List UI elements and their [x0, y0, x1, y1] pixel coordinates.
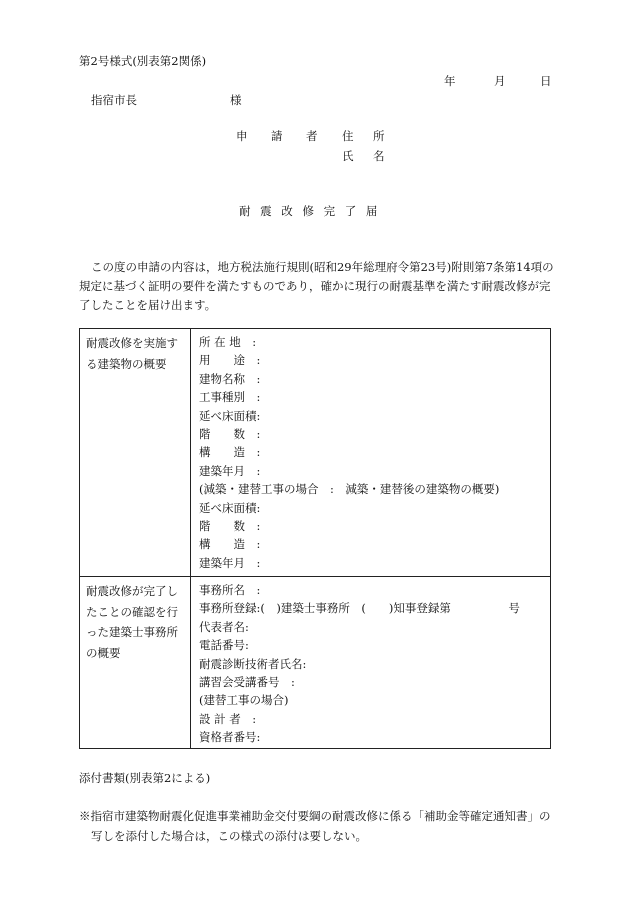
- field-location: 所 在 地 :: [199, 335, 257, 349]
- field-office-registration: 事務所登録:( )建築士事務所 ( )知事登録第 号: [199, 601, 520, 616]
- applicant-name-label: 氏 名: [342, 149, 389, 163]
- field-phone: 電話番号:: [199, 638, 249, 653]
- field-use: 用 途 :: [199, 353, 261, 368]
- field-representative: 代表者名:: [199, 619, 249, 634]
- applicant-address-label: 住 所: [342, 129, 389, 143]
- architect-office-fields: [191, 577, 551, 749]
- field-structure-after: 構 造 :: [199, 537, 261, 552]
- field-work-type: 工事種別 :: [199, 390, 261, 405]
- addressee: 指宿市長: [91, 93, 137, 107]
- date-month-label: 月: [494, 74, 506, 88]
- field-floors: 階 数 :: [199, 426, 261, 441]
- footnote-line-1: ※指宿市建築物耐震化促進事業補助金交付要綱の耐震改修に係る「補助金等確定通知書」の: [79, 809, 551, 823]
- building-overview-row: [80, 329, 551, 577]
- attachments-note: 添付書類(別表第2による): [79, 771, 211, 785]
- field-rebuild-note: (減築・建替工事の場合 : 減築・建替後の建築物の概要): [199, 482, 500, 497]
- overview-table: [79, 328, 551, 749]
- footnote-line-2: 写しを添付した場合は，この様式の添付は要しない。: [91, 829, 367, 843]
- field-structure: 構 造 :: [199, 445, 261, 460]
- intro-line-1: この度の申請の内容は，地方税法施行規則(昭和29年総理府令第23号)附則第7条第14項の: [91, 260, 554, 274]
- architect-office-row: [80, 577, 551, 749]
- field-course-number: 講習会受講番号 :: [199, 674, 295, 689]
- date-year-label: 年: [444, 74, 456, 88]
- field-floors-after: 階 数 :: [199, 518, 261, 533]
- field-license-number: 資格者番号:: [199, 730, 261, 745]
- intro-line-3: 了したことを届け出ます。: [79, 298, 217, 312]
- building-overview-fields: [191, 329, 551, 577]
- date-day-label: 日: [540, 74, 552, 88]
- building-overview-heading: 耐震改修を実施する建築物の概要: [80, 329, 191, 577]
- architect-office-heading: 耐震改修が完了したことの確認を行った建築士事務所の概要: [80, 577, 191, 749]
- addressee-honorific: 様: [230, 93, 242, 107]
- field-diagnosis-engineer: 耐震診断技術者氏名:: [199, 656, 307, 671]
- field-office-name: 事務所名 :: [199, 583, 261, 597]
- form-number: 第2号様式(別表第2関係): [79, 54, 207, 68]
- field-floor-area-after: 延べ床面積:: [199, 500, 261, 515]
- field-built-date-after: 建築年月 :: [199, 555, 261, 570]
- document-title: 耐 震 改 修 完 了 届: [239, 204, 381, 218]
- intro-line-2: 規定に基づく証明の要件を満たすものであり，確かに現行の耐震基準を満たす耐震改修が完: [79, 279, 551, 293]
- field-rebuild-case: (建替工事の場合): [199, 693, 289, 708]
- field-building-name: 建物名称 :: [199, 371, 261, 386]
- field-designer: 設 計 者 :: [199, 711, 257, 726]
- field-floor-area: 延べ床面積:: [199, 408, 261, 423]
- applicant-label: 申 請 者: [236, 129, 324, 143]
- field-built-date: 建築年月 :: [199, 463, 261, 478]
